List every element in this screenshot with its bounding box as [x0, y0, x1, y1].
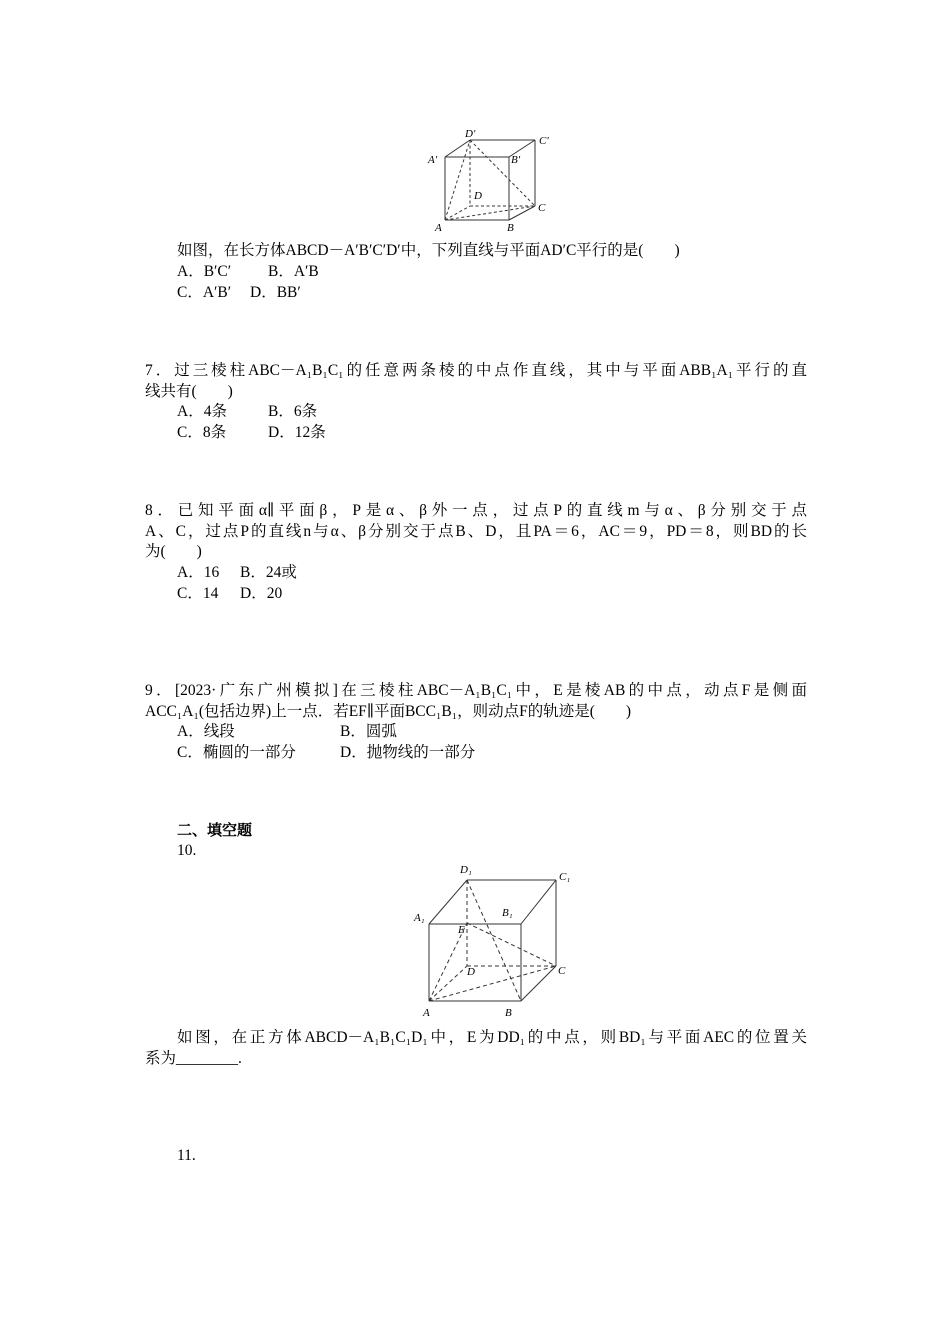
label-d: D: [467, 966, 475, 978]
q8-stem-line3: 为( ): [145, 543, 202, 560]
q7-stem-line2: 线共有( ): [145, 383, 233, 400]
q8-option-c[interactable]: C．14: [177, 585, 219, 602]
figure-cube: [410, 858, 580, 1023]
section-title-fill-in: 二、填空题: [177, 822, 253, 839]
label-d: D: [474, 190, 482, 202]
q6-stem: 如图，在长方体ABCD－A′B′C′D′中，下列直线与平面AD′C平行的是( ): [177, 242, 680, 259]
q8-stem-line1: 8．已知平面α∥平面β，P是α、β外一点，过点P的直线m与α、β分别交于点: [145, 502, 807, 519]
label-a: A: [435, 222, 442, 234]
q9-stem-line2: ACC₁A₁(包括边界)上一点．若EF∥平面BCC₁B₁，则动点F的轨迹是( ): [145, 703, 632, 720]
label-b: B: [505, 1007, 512, 1019]
label-c: C: [558, 965, 566, 977]
q9-option-a[interactable]: A．线段: [177, 723, 235, 740]
q10-stem-line1: 如图，在正方体ABCD－A₁B₁C₁D₁中，E为DD₁的中点，则BD₁与平面AEC的位置关: [177, 1029, 807, 1046]
q7-option-b[interactable]: B．6条: [268, 403, 318, 420]
label-b: B: [507, 222, 514, 234]
label-d1: D₁: [460, 864, 472, 876]
label-a-prime: A′: [428, 154, 438, 166]
q8-option-d[interactable]: D．20: [240, 585, 283, 602]
label-b1: B₁: [502, 907, 513, 919]
q11-number: 11.: [177, 1147, 196, 1164]
q9-option-d[interactable]: D．抛物线的一部分: [340, 744, 476, 761]
q10-number: 10.: [177, 842, 197, 859]
q8-stem-line2: A、C，过点P的直线n与α、β分别交于点B、D，且PA＝6，AC＝9，PD＝8，则BD的长: [145, 523, 807, 540]
q10-stem-line2: 系为________.: [145, 1050, 242, 1067]
q9-stem-line1: 9．[2023·广东广州模拟]在三棱柱ABC－A₁B₁C₁中，E是棱AB的中点，动点F是侧面: [145, 682, 807, 699]
q6-option-b[interactable]: B．A′B: [268, 263, 319, 280]
q7-stem-line1: 7．过三棱柱ABC－A₁B₁C₁的任意两条棱的中点作直线，其中与平面ABB₁A₁平行的直: [145, 362, 807, 379]
label-c1: C₁: [559, 871, 571, 883]
q6-option-d[interactable]: D．BB′: [250, 284, 301, 301]
label-a: A: [423, 1007, 430, 1019]
q7-option-c[interactable]: C．8条: [177, 424, 227, 441]
q8-option-b[interactable]: B．24或: [240, 564, 297, 581]
q8-option-a[interactable]: A．16: [177, 564, 220, 581]
label-c: C: [538, 202, 546, 214]
label-d-prime: D′: [465, 128, 476, 140]
figure-cuboid: [420, 125, 560, 235]
q7-option-a[interactable]: A．4条: [177, 403, 227, 420]
label-e: E: [458, 924, 465, 936]
q9-option-b[interactable]: B．圆弧: [340, 723, 397, 740]
label-a1: A₁: [414, 912, 425, 924]
label-b-prime: B′: [511, 154, 521, 166]
q9-option-c[interactable]: C．椭圆的一部分: [177, 744, 296, 761]
q6-option-c[interactable]: C．A′B′: [177, 284, 232, 301]
q6-option-a[interactable]: A．B′C′: [177, 263, 232, 280]
label-c-prime: C′: [539, 135, 549, 147]
q7-option-d[interactable]: D．12条: [268, 424, 326, 441]
